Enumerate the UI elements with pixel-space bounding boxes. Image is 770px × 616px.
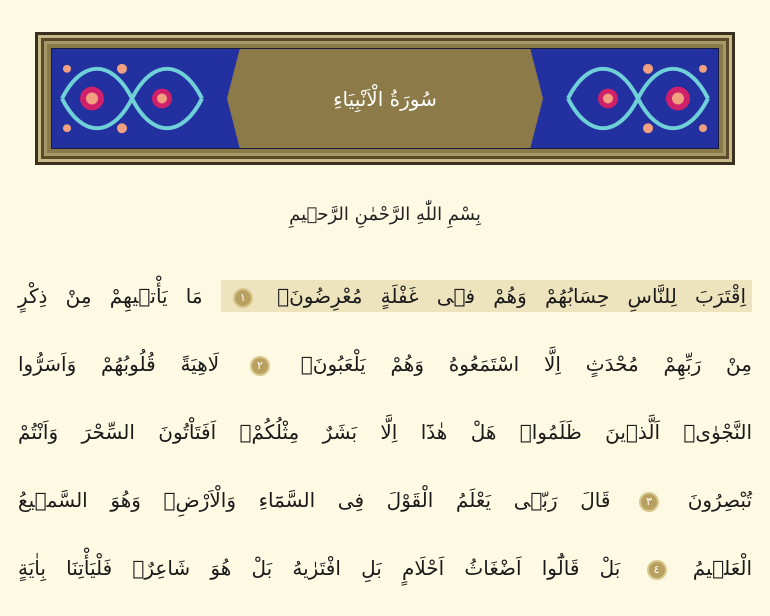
text-line bbox=[18, 330, 752, 398]
verse-text-block bbox=[18, 262, 752, 602]
text-line bbox=[18, 466, 752, 534]
verse-text: لَاهِيَةً قُلُوبُهُمْ وَاَسَرُّوا bbox=[18, 352, 220, 376]
ornament-panel bbox=[51, 48, 719, 149]
verse-highlight[interactable] bbox=[221, 280, 752, 312]
basmala: بِسْمِ اللّٰهِ الرَّحْمٰنِ الرَّحٖيمِ bbox=[289, 204, 481, 225]
verse-number-marker: ٤ bbox=[647, 560, 667, 580]
verse-text: اِقْتَرَبَ لِلنَّاسِ حِسَابُهُمْ وَهُمْ فٖى غَفْلَةٍ مُعْرِضُونَۚ bbox=[277, 284, 747, 308]
text-line bbox=[18, 398, 752, 466]
verse-text: قَالَ رَبّٖى يَعْلَمُ الْقَوْلَ فِى السَّمَٓاءِ وَالْاَرْضِۘ وَهُوَ السَّمٖيعُ bbox=[18, 488, 611, 512]
text-line bbox=[18, 262, 752, 330]
verse-text: النَّجْوٰىۗ اَلَّذٖينَ ظَلَمُواۗ هَلْ هٰذَٓا اِلَّا بَشَرٌ مِثْلُكُمْۚ اَفَتَاْتُونَ السِّحْرَ وَاَنْتُمْ bbox=[18, 420, 752, 444]
verse-text: مَا يَأْتٖيهِمْ مِنْ ذِكْرٍ bbox=[18, 284, 203, 308]
verse-number-marker: ١ bbox=[233, 288, 253, 308]
verse-number-marker: ٣ bbox=[639, 492, 659, 512]
verse-text: الْعَلٖيمُ bbox=[692, 556, 753, 580]
verse-text: بَلْ قَالُٓوا اَضْغَاثُ اَحْلَامٍ بَلِ افْتَرٰيهُ بَلْ هُوَ شَاعِرٌۚ فَلْيَأْتِنَا بِاٰيَةٍ bbox=[18, 556, 621, 580]
surah-title: سُورَةُ الْاَنْبِيَاءِ bbox=[333, 86, 437, 111]
verse-text: مِنْ رَبِّهِمْ مُحْدَثٍ اِلَّا اسْتَمَعُوهُ وَهُمْ يَلْعَبُونَۙ bbox=[300, 352, 752, 376]
text-line bbox=[18, 534, 752, 602]
verse-text: تُبْصِرُونَ bbox=[687, 488, 753, 512]
surah-header-frame bbox=[35, 32, 735, 165]
verse-number-marker: ٢ bbox=[250, 356, 270, 376]
